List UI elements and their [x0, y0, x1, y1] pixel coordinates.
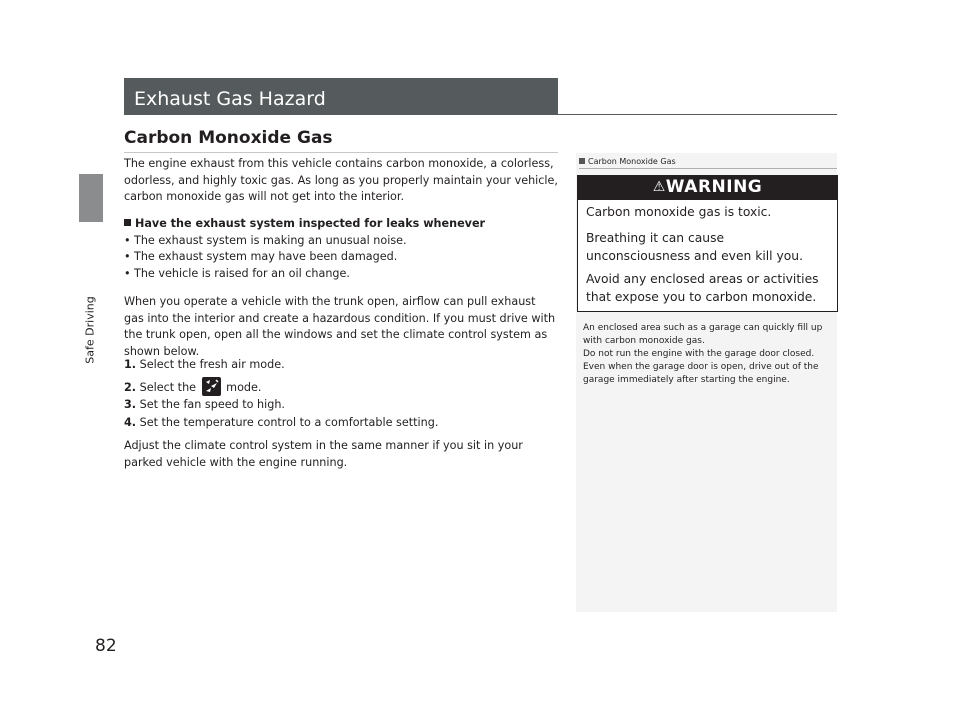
page-number: 82	[95, 636, 117, 656]
trunk-paragraph	[124, 294, 558, 360]
bullet-icon: •	[124, 233, 131, 247]
sidebar-rule	[579, 168, 837, 169]
step-item	[124, 414, 558, 432]
section-title: Carbon Monoxide Gas	[124, 128, 333, 148]
step-text: Select the	[139, 380, 197, 394]
list-item	[124, 233, 558, 250]
fan-mode-icon	[202, 377, 221, 396]
warning-line: Carbon monoxide gas is toxic.	[586, 205, 772, 219]
bullet-icon: •	[124, 266, 131, 280]
list-item	[124, 249, 558, 266]
trunk-text: When you operate a vehicle with the trunk open, airflow can pull exhaust gas into the interior and create a hazardous condition. If you must drive with the trunk open, open all the windows and set the climate control system as shown below.	[124, 295, 556, 358]
reference-icon	[579, 158, 585, 164]
section-rule	[124, 152, 558, 153]
intro-text: The engine exhaust from this vehicle contains carbon monoxide, a colorless, odorless, and highly toxic gas. As long as you properly maintain your vehicle, carbon monoxide gas will not get into the interior.	[124, 157, 558, 203]
step-item	[124, 396, 558, 414]
adjust-text: Adjust the climate control system in the same manner if you sit in your parked vehicle with the engine running.	[124, 439, 523, 469]
note-item: Do not run the engine with the garage door closed. Even when the garage door is open, drive out of the garage immediately after starting the engine.	[583, 349, 819, 385]
list-item-text: The vehicle is raised for an oil change.	[134, 266, 350, 280]
header-rule	[558, 114, 837, 115]
chapter-title: Exhaust Gas Hazard	[134, 88, 326, 110]
step-text: Select the fresh air mode.	[139, 358, 285, 371]
step-text-after: mode.	[226, 380, 262, 394]
sidebar-heading-text: Carbon Monoxide Gas	[588, 157, 676, 166]
bullet-icon: •	[124, 250, 131, 263]
steps-list	[124, 356, 558, 431]
inspection-block	[124, 216, 558, 282]
sidebar-notes	[583, 322, 833, 387]
adjust-paragraph	[124, 438, 558, 471]
warning-line: Avoid any enclosed areas or activities that expose you to carbon monoxide.	[586, 272, 819, 304]
sidebar-heading	[579, 157, 676, 166]
inspection-heading	[124, 216, 558, 233]
step-number: 1.	[124, 358, 137, 371]
step-item	[124, 356, 558, 374]
warning-title	[577, 177, 838, 197]
step-text: Set the fan speed to high.	[139, 398, 285, 411]
chapter-label: Safe Driving	[83, 296, 97, 364]
step-number: 2.	[124, 380, 137, 394]
step-text: Set the temperature control to a comfortable setting.	[139, 415, 439, 429]
chapter-tab	[79, 174, 103, 222]
list-item-text: The exhaust system may have been damaged.	[134, 250, 398, 263]
list-item	[124, 266, 558, 283]
list-item-text: The exhaust system is making an unusual noise.	[134, 233, 407, 247]
square-bullet-icon	[124, 219, 131, 226]
note-item: An enclosed area such as a garage can quickly fill up with carbon monoxide gas.	[583, 323, 823, 346]
warning-line: Breathing it can cause unconsciousness and even kill you.	[586, 231, 803, 263]
warning-triangle-icon: ⚠	[652, 179, 666, 195]
step-number: 4.	[124, 415, 137, 429]
step-number: 3.	[124, 398, 137, 411]
intro-paragraph	[124, 156, 558, 206]
warning-title-text: WARNING	[665, 177, 763, 197]
step-item	[124, 377, 558, 397]
inspection-heading-text: Have the exhaust system inspected for leaks whenever	[135, 217, 486, 230]
